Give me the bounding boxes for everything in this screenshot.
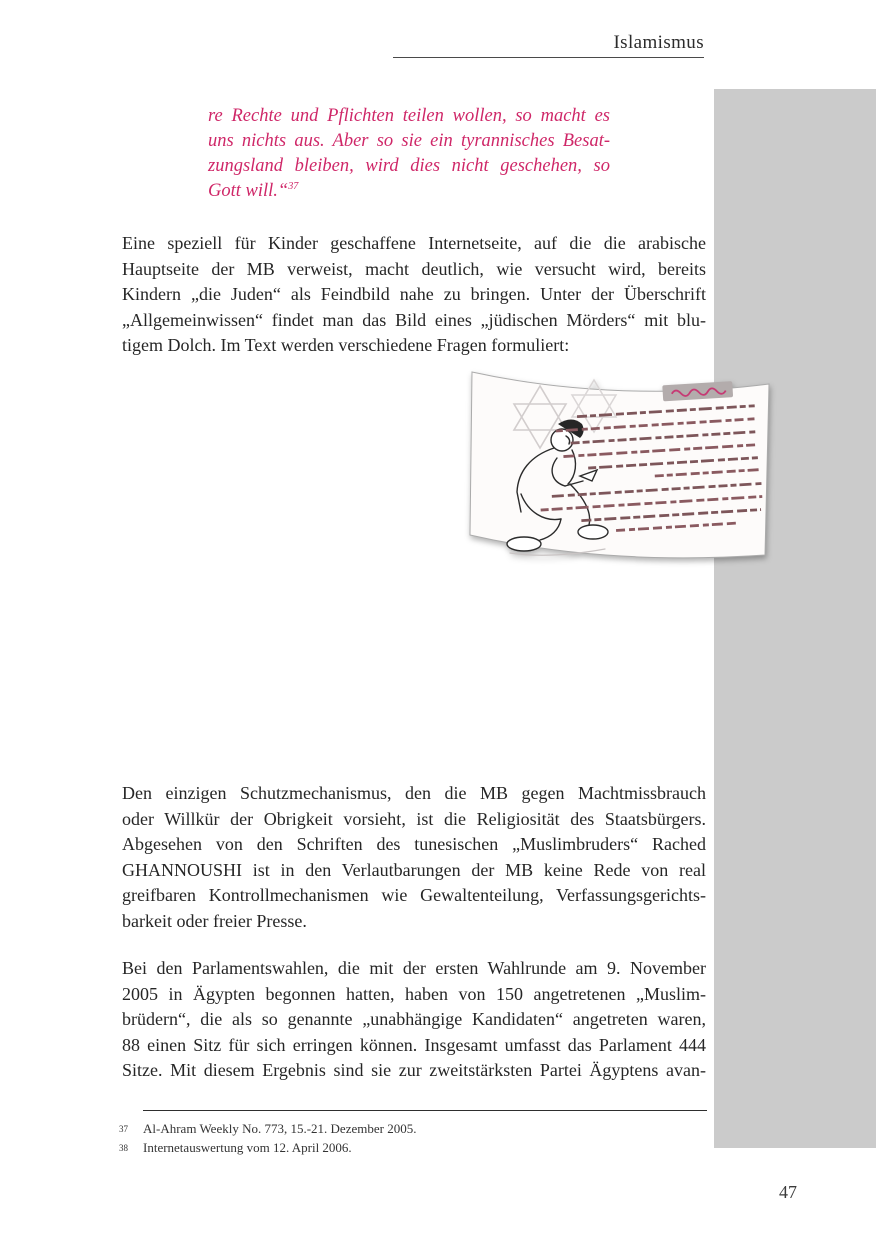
text-line: Eine speziell für Kinder geschaffene Internetseite, auf die die arabische [122, 233, 706, 253]
text-line: GHANNOUSHI ist in den Verlautbarungen der MB keine Rede von real [122, 859, 706, 880]
text-line: Den einzigen Schutzmechanismus, den die MB gegen Machtmissbrauch [122, 783, 706, 803]
footnote-rule [143, 1110, 707, 1111]
text-line: barkeit oder freier Presse. [122, 910, 307, 931]
text-line: uns nichts aus. Aber so sie ein tyrannisches Besat- [208, 131, 610, 151]
text-line: „Allgemeinwissen“ findet man das Bild eines „jüdischen Mörders“ mit blu- [122, 309, 706, 330]
quote-block-1 [208, 104, 610, 204]
text-line: Hauptseite der MB verweist, macht deutlich, wie versucht wird, bereits [122, 258, 706, 279]
text-line: oder Willkür der Obrigkeit vorsieht, ist die Religiosität des Staatsbürgers. [122, 808, 706, 829]
footnote-list [119, 1119, 703, 1157]
page-number: 47 [779, 1182, 797, 1202]
text-line: Gott will.“$^{37}$ [208, 180, 299, 201]
footnote-number: 38 [119, 1143, 128, 1153]
text-line: Bei den Parlamentswahlen, die mit der ersten Wahlrunde am 9. November [122, 958, 706, 978]
footnote-ref: 37 [288, 180, 299, 192]
footnote-text: Al-Ahram Weekly No. 773, 15.-21. Dezember 2005. [143, 1121, 417, 1136]
text-line: tigem Dolch. Im Text werden verschiedene Fragen formuliert: [122, 335, 570, 356]
scan-illustration [462, 364, 778, 566]
scanned-webpage-image [462, 364, 778, 566]
text-line: Kindern „die Juden“ als Feindbild nahe zu bringen. Unter der Überschrift [122, 284, 706, 305]
body-paragraph-1 [122, 231, 706, 359]
footnote-text: Internetauswertung vom 12. April 2006. [143, 1140, 352, 1155]
footnote-item [119, 1119, 703, 1138]
running-header: Islamismus [613, 32, 704, 53]
body-paragraph-2 [122, 781, 706, 935]
body-paragraph-3 [122, 956, 706, 1084]
text-line: brüdern“, die als so genannte „unabhängige Kandidaten“ angetreten waren, [122, 1009, 706, 1030]
text-line: Abgesehen von den Schriften des tunesischen „Muslimbruders“ Rached [122, 834, 706, 855]
gray-margin-strip [714, 89, 876, 1148]
text-line: Sitze. Mit diesem Ergebnis sind sie zur zweitstärksten Partei Ägyptens avan- [122, 1060, 706, 1081]
header-rule [393, 57, 704, 58]
text-line: re Rechte und Pflichten teilen wollen, so macht es [208, 106, 610, 126]
text-line: 2005 in Ägypten begonnen hatten, haben von 150 angetretenen „Muslim- [122, 983, 706, 1004]
footnote-number: 37 [119, 1124, 128, 1134]
text-line: zungsland bleiben, wird dies nicht geschehen, so [208, 156, 610, 176]
footnote-item [119, 1138, 703, 1157]
text-line: greifbaren Kontrollmechanismen wie Gewaltenteilung, Verfassungsgerichts- [122, 885, 706, 906]
text-line: 88 einen Sitz für sich erringen können. Insgesamt umfasst das Parlament 444 [122, 1034, 706, 1055]
